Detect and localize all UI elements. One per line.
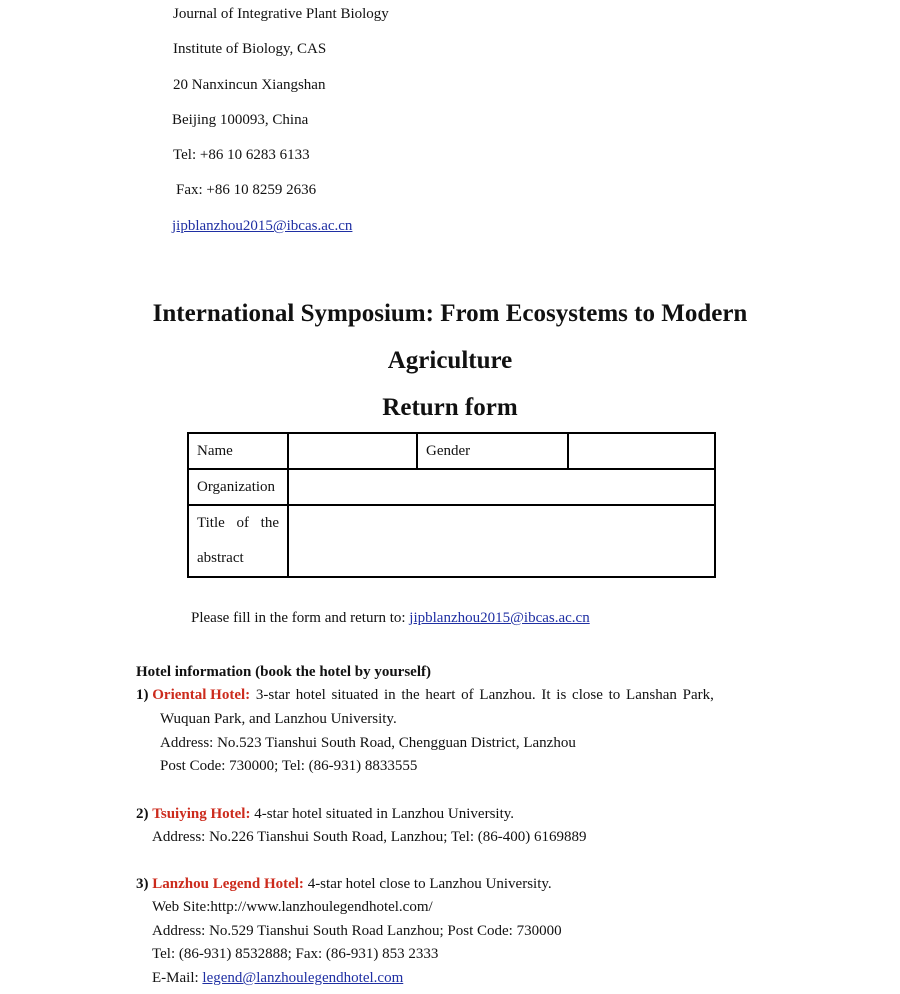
hotel-3-tel: Tel: (86-931) 8532888; Fax: (86-931) 853 2333 — [152, 946, 439, 962]
return-instruction — [191, 610, 590, 627]
hotel-1-address: Address: No.523 Tianshui South Road, Chengguan District, Lanzhou — [160, 735, 576, 751]
hotel-3-name: Lanzhou Legend Hotel: — [152, 876, 304, 892]
symposium-title-line2: Agriculture — [387, 347, 513, 374]
hotel-1-number: 1) — [136, 687, 149, 703]
hotel-1-name: Oriental Hotel: — [152, 687, 251, 703]
journal-name: Journal of Integrative Plant Biology — [173, 6, 389, 22]
name-label: Name — [188, 433, 288, 469]
hotel-2-desc: 4-star hotel situated in Lanzhou University. — [250, 806, 515, 822]
contact-email-link[interactable]: jipblanzhou2015@ibcas.ac.cn — [172, 218, 353, 234]
hotel-2-name: Tsuiying Hotel: — [152, 806, 251, 822]
hotel-1-line — [136, 687, 714, 704]
hotel-1-desc: 3-star hotel situated in the heart of Lanzhou. It is close to Lanshan Park, — [250, 687, 714, 703]
organization-label: Organization — [188, 469, 288, 505]
abstract-title-label — [188, 505, 288, 577]
gender-label: Gender — [417, 433, 568, 469]
abstract-label-line2: abstract — [197, 550, 244, 566]
abstract-label-line1: Title of the — [197, 515, 279, 531]
hotel-2-address: Address: No.226 Tianshui South Road, Lanzhou; Tel: (86-400) 6169889 — [152, 829, 587, 845]
hotel-3-website: Web Site:http://www.lanzhoulegendhotel.com/ — [152, 899, 433, 915]
hotel-1-post: Post Code: 730000; Tel: (86-931) 8833555 — [160, 758, 418, 774]
abstract-title-field[interactable] — [288, 505, 715, 577]
return-form-table — [187, 432, 716, 578]
hotel-2-number: 2) — [136, 806, 149, 822]
street-address: 20 Nanxincun Xiangshan — [173, 77, 326, 93]
gender-field[interactable] — [568, 433, 715, 469]
return-email-link[interactable]: jipblanzhou2015@ibcas.ac.cn — [409, 610, 590, 626]
hotel-3-number: 3) — [136, 876, 149, 892]
hotel-3-desc: 4-star hotel close to Lanzhou University. — [303, 876, 552, 892]
hotel-3-email-link[interactable]: legend@lanzhoulegendhotel.com — [202, 970, 404, 986]
hotel-1-desc-cont: Wuquan Park, and Lanzhou University. — [160, 711, 397, 727]
symposium-title-line1: International Symposium: From Ecosystems to Modern — [152, 300, 748, 327]
hotel-3-line — [136, 876, 552, 893]
hotel-3-email-label: E-Mail: — [152, 970, 203, 986]
institute-name: Institute of Biology, CAS — [173, 41, 327, 57]
city-address: Beijing 100093, China — [172, 112, 309, 128]
return-form-title: Return form — [382, 394, 518, 421]
name-field[interactable] — [288, 433, 417, 469]
hotel-3-email-line — [152, 970, 403, 987]
hotel-2-line — [136, 806, 514, 823]
telephone: Tel: +86 10 6283 6133 — [173, 147, 310, 163]
return-instruction-text: Please fill in the form and return to: — [191, 610, 410, 626]
fax: Fax: +86 10 8259 2636 — [176, 182, 317, 198]
organization-field[interactable] — [288, 469, 715, 505]
hotel-heading: Hotel information (book the hotel by yourself) — [136, 664, 431, 680]
hotel-3-address: Address: No.529 Tianshui South Road Lanzhou; Post Code: 730000 — [152, 923, 562, 939]
